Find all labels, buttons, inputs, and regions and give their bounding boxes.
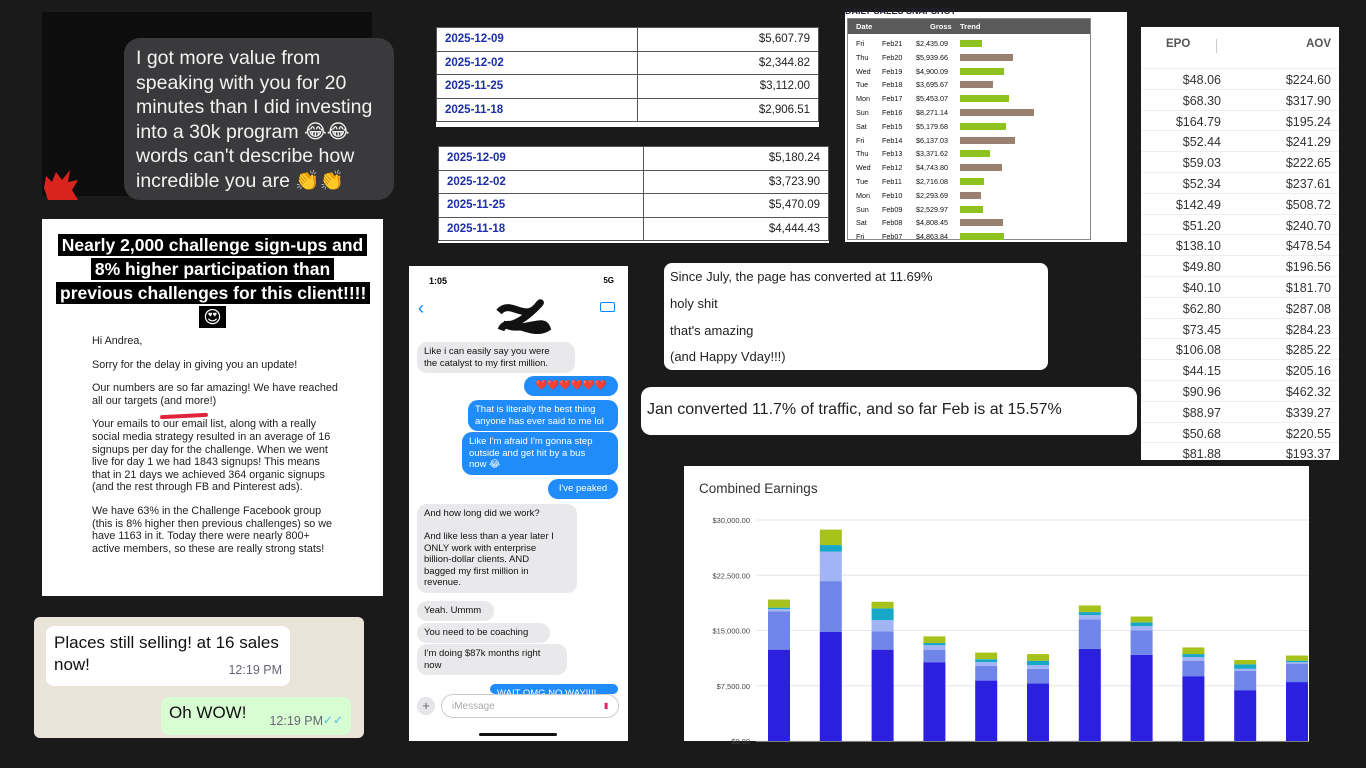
bar-segment bbox=[1286, 656, 1308, 661]
table-row bbox=[1141, 401, 1339, 422]
bar-segment bbox=[1182, 657, 1204, 661]
table-row bbox=[1141, 255, 1339, 276]
bar-segment bbox=[923, 650, 945, 663]
epo-value: $40.10 bbox=[1182, 281, 1221, 295]
daily-sales-row bbox=[848, 188, 1090, 202]
trend-bar bbox=[960, 150, 990, 157]
table-row bbox=[1141, 68, 1339, 89]
outgoing-imessage bbox=[490, 684, 618, 699]
daily-sales-row bbox=[848, 133, 1090, 147]
bar-segment bbox=[768, 611, 790, 649]
bar-segment bbox=[1286, 664, 1308, 682]
outgoing-message: Oh WOW! 12:19 PM ✓✓ bbox=[161, 697, 351, 735]
y-tick-label: $30,000.00 bbox=[712, 516, 750, 525]
aov-value: $196.56 bbox=[1285, 260, 1331, 275]
aov-value: $222.65 bbox=[1285, 156, 1331, 171]
row-day: Sat bbox=[856, 218, 867, 228]
bar-segment bbox=[975, 681, 997, 741]
devil-emoji-icon bbox=[42, 162, 82, 202]
incoming-imessage bbox=[417, 623, 550, 643]
bar-segment bbox=[1131, 655, 1153, 741]
bar-segment bbox=[820, 632, 842, 741]
row-gross: $4,808.45 bbox=[916, 218, 948, 228]
message-line: Like I'm afraid I'm gonna step bbox=[469, 436, 593, 447]
incoming-imessage bbox=[417, 644, 567, 675]
table-row bbox=[1141, 172, 1339, 193]
trend-bar bbox=[960, 178, 984, 185]
message-line: ❤️❤️❤️❤️❤️❤️ bbox=[535, 380, 607, 391]
aov-value: $240.70 bbox=[1285, 218, 1331, 233]
table-row bbox=[1141, 422, 1339, 443]
chart-title: Combined Earnings bbox=[699, 481, 818, 496]
email-body bbox=[92, 335, 377, 566]
epo-value: $90.96 bbox=[1182, 385, 1221, 399]
bar-segment bbox=[1027, 654, 1049, 661]
message-line: That is literally the best thing bbox=[475, 404, 596, 415]
row-date: Feb19 bbox=[882, 66, 903, 76]
incoming-imessage bbox=[417, 504, 577, 593]
bar-segment bbox=[768, 609, 790, 611]
epo-value: $50.68 bbox=[1182, 426, 1221, 441]
daily-sales-row bbox=[848, 105, 1090, 119]
bar-segment bbox=[872, 602, 894, 609]
aov-value: $284.23 bbox=[1285, 322, 1331, 337]
row-day: Wed bbox=[856, 66, 871, 76]
trend-bar bbox=[960, 192, 981, 199]
daily-sales-row bbox=[848, 119, 1090, 133]
trend-bar bbox=[960, 81, 993, 88]
row-day: Wed bbox=[856, 163, 871, 173]
daily-sales-header: Date Gross Trend bbox=[848, 19, 1090, 34]
epo-value: $68.30 bbox=[1182, 93, 1221, 108]
incoming-imessage bbox=[417, 601, 494, 621]
epo-header: EPO bbox=[1166, 38, 1191, 50]
epo-value: $52.34 bbox=[1182, 177, 1221, 191]
trend-bar bbox=[960, 68, 1004, 75]
bar-segment bbox=[820, 552, 842, 581]
email-paragraph: Your emails to our email list, along with a really social media strategy resulted in an average of 16 signups per day for the challenge. When we went live for day 1 we had 1843 signups! This means that in 21 days we achieved 364 organic signups (and the rest through FB and Pinterest ads). bbox=[92, 418, 331, 494]
bubble-line: minutes than I did investing bbox=[136, 96, 373, 118]
bar-segment bbox=[1182, 647, 1204, 654]
bar-segment bbox=[975, 662, 997, 666]
aov-value: $462.32 bbox=[1285, 385, 1331, 399]
table-row bbox=[1141, 380, 1339, 401]
epo-value: $88.97 bbox=[1182, 405, 1221, 420]
message-line: Yeah. Ummm bbox=[424, 605, 482, 616]
y-tick-label: $15,000.00 bbox=[712, 626, 750, 636]
read-ticks-icon: ✓✓ bbox=[322, 713, 343, 727]
message-line: outside and get hit by a bus bbox=[469, 447, 586, 459]
bar-segment bbox=[820, 545, 842, 552]
email-greeting: Hi Andrea, bbox=[92, 335, 143, 347]
row-day: Mon bbox=[856, 94, 870, 104]
bar-segment bbox=[872, 650, 894, 741]
epo-value: $138.10 bbox=[1175, 239, 1221, 254]
aov-value: $287.08 bbox=[1285, 301, 1331, 316]
row-day: Fri bbox=[856, 135, 865, 145]
table-row: 2025-11-25 $3,112.00 bbox=[437, 75, 819, 99]
chart-svg bbox=[684, 466, 1309, 746]
message-line: billion-dollar clients. AND bbox=[424, 554, 530, 565]
message-line: now bbox=[424, 659, 442, 671]
y-tick-label: $22,500.00 bbox=[712, 571, 750, 581]
status-time: 1:05 bbox=[429, 276, 448, 286]
row-gross: $3,371.62 bbox=[916, 149, 948, 159]
epo-value: $62.80 bbox=[1182, 301, 1221, 316]
row-gross: $4,863.84 bbox=[916, 232, 948, 242]
aov-value: $193.37 bbox=[1285, 447, 1331, 462]
table-row bbox=[1141, 318, 1339, 339]
daily-sales-row bbox=[848, 50, 1090, 64]
bar-segment bbox=[975, 659, 997, 662]
table-row bbox=[1141, 276, 1339, 297]
epo-value: $44.15 bbox=[1182, 364, 1221, 379]
message-line: bagged my first million in bbox=[424, 565, 529, 577]
row-gross: $6,137.03 bbox=[916, 135, 948, 145]
message-line: revenue. bbox=[424, 577, 461, 588]
incoming-imessage bbox=[417, 342, 575, 373]
email-paragraph: Our numbers are so far amazing! We have reached all our targets (and more!) bbox=[92, 382, 338, 407]
daily-sales-row bbox=[848, 36, 1090, 50]
email-headline: Nearly 2,000 challenge sign-ups and 8% higher participation than previous challenges for this client!!!! 😍 bbox=[56, 233, 369, 329]
table-row: 2025-11-18 $4,444.43 bbox=[439, 217, 829, 241]
aov-value: $241.29 bbox=[1285, 135, 1331, 150]
daily-sales-row bbox=[848, 91, 1090, 105]
table-row bbox=[1141, 89, 1339, 110]
bar-segment bbox=[1286, 661, 1308, 662]
sales-table-2 bbox=[438, 146, 829, 243]
row-date: Feb12 bbox=[882, 163, 903, 173]
table-row: 2025-12-02 $3,723.90 bbox=[439, 170, 829, 194]
chat-line: that's amazing bbox=[670, 322, 754, 338]
table-row bbox=[1141, 193, 1339, 214]
bar-segment bbox=[923, 662, 945, 741]
bar-segment bbox=[1079, 612, 1101, 615]
y-tick-label: $7,500.00 bbox=[716, 681, 750, 691]
row-day: Sun bbox=[856, 108, 869, 117]
row-gross: $3,695.67 bbox=[916, 80, 948, 90]
daily-sales-table bbox=[847, 18, 1091, 240]
row-gross: $8,271.14 bbox=[916, 108, 948, 117]
chat-line: (and Happy Vday!!!) bbox=[670, 349, 786, 365]
row-date: Feb14 bbox=[882, 135, 903, 145]
daily-sales-row bbox=[848, 202, 1090, 216]
bar-segment bbox=[820, 581, 842, 632]
table-row: 2025-11-18 $2,906.51 bbox=[437, 98, 819, 122]
header-divider bbox=[1216, 39, 1217, 53]
bar-segment bbox=[1234, 664, 1256, 668]
row-gross: $2,435.09 bbox=[916, 39, 948, 48]
bubble-line: speaking with you for 20 bbox=[136, 71, 347, 94]
bar-segment bbox=[768, 650, 790, 741]
audio-icon[interactable]: ▮ bbox=[604, 701, 609, 710]
outgoing-imessage bbox=[548, 479, 618, 499]
table-row bbox=[1141, 110, 1339, 131]
bubble-line: incredible you are 👏👏 bbox=[136, 169, 344, 192]
aov-value: $205.16 bbox=[1285, 364, 1331, 379]
bar-segment bbox=[1182, 676, 1204, 741]
row-day: Thu bbox=[856, 52, 869, 62]
imessage-screenshot bbox=[409, 266, 628, 741]
testimonial-bubble bbox=[124, 38, 394, 200]
table-row: 2025-12-09 $5,607.79 bbox=[437, 28, 819, 52]
row-gross: $4,743.80 bbox=[916, 163, 948, 173]
bar-segment bbox=[1079, 649, 1101, 741]
row-gross: $2,293.69 bbox=[916, 190, 948, 200]
row-date: Feb08 bbox=[882, 218, 903, 228]
row-day: Mon bbox=[856, 190, 870, 200]
bar-segment bbox=[923, 645, 945, 649]
bar-segment bbox=[1079, 619, 1101, 648]
row-gross: $5,453.07 bbox=[916, 94, 948, 104]
bar-segment bbox=[1234, 660, 1256, 664]
trend-bar bbox=[960, 219, 1003, 226]
row-date: Feb20 bbox=[882, 52, 903, 62]
email-paragraph: We have 63% in the Challenge Facebook group (this is 8% higher then previous challenges) so we have 1163 in it. Today there were nearly 800+ active members, so these are really strong stats! bbox=[92, 504, 333, 555]
message-line: I'm doing $87k months right bbox=[424, 648, 541, 659]
daily-sales-row bbox=[848, 64, 1090, 78]
whatsapp-chat bbox=[34, 617, 364, 738]
row-date: Feb07 bbox=[882, 232, 903, 242]
row-gross: $4,900.09 bbox=[916, 66, 948, 76]
bar-segment bbox=[1131, 617, 1153, 623]
row-gross: $2,716.08 bbox=[916, 177, 948, 186]
epo-aov-table bbox=[1141, 27, 1339, 460]
back-chevron-icon[interactable]: ‹ bbox=[418, 298, 424, 318]
outgoing-imessage bbox=[468, 400, 618, 431]
row-day: Fri bbox=[856, 232, 865, 242]
bar-segment bbox=[1079, 605, 1101, 612]
daily-sales-row bbox=[848, 229, 1090, 243]
message-line bbox=[424, 520, 570, 532]
message-input-bar bbox=[417, 694, 620, 718]
row-date: Feb21 bbox=[882, 39, 903, 48]
sales-table-1 bbox=[436, 27, 819, 127]
message-line: anyone has ever said to me lol bbox=[475, 415, 604, 427]
epo-value: $142.49 bbox=[1175, 197, 1221, 212]
bar-segment bbox=[872, 631, 894, 649]
table-row bbox=[1141, 359, 1339, 380]
epo-value: $106.08 bbox=[1175, 343, 1221, 358]
trend-bar bbox=[960, 40, 982, 47]
table-row bbox=[1141, 234, 1339, 255]
table-row bbox=[1141, 442, 1339, 463]
signal-indicator: 5G bbox=[603, 276, 614, 285]
daily-sales-row bbox=[848, 160, 1090, 174]
aov-value: $224.60 bbox=[1285, 73, 1331, 87]
chat-line: Since July, the page has converted at 11.69% bbox=[670, 269, 933, 284]
aov-value: $220.55 bbox=[1285, 426, 1331, 441]
row-day: Tue bbox=[856, 177, 869, 186]
aov-value: $317.90 bbox=[1285, 93, 1331, 108]
bubble-line: into a 30k program 😂😂 bbox=[136, 120, 350, 143]
bar-segment bbox=[1131, 622, 1153, 626]
trend-bar bbox=[960, 109, 1034, 116]
row-date: Feb13 bbox=[882, 149, 903, 159]
bar-segment bbox=[1182, 654, 1204, 657]
message-line: Like i can easily say you were bbox=[424, 346, 550, 357]
bar-segment bbox=[1027, 661, 1049, 665]
bar-segment bbox=[1027, 665, 1049, 669]
bar-segment bbox=[923, 643, 945, 645]
row-day: Fri bbox=[856, 39, 865, 48]
table-row bbox=[1141, 214, 1339, 235]
row-date: Feb17 bbox=[882, 94, 903, 104]
trend-bar bbox=[960, 123, 1006, 130]
row-day: Tue bbox=[856, 80, 869, 90]
bar-segment bbox=[1234, 669, 1256, 671]
row-day: Thu bbox=[856, 149, 869, 159]
epo-value: $164.79 bbox=[1175, 114, 1221, 129]
message-time: 12:19 PM bbox=[228, 663, 282, 677]
combined-earnings-chart bbox=[684, 466, 1309, 746]
aov-value: $285.22 bbox=[1285, 343, 1331, 358]
row-day: Sun bbox=[856, 204, 869, 214]
aov-value: $181.70 bbox=[1285, 281, 1331, 295]
row-date: Feb09 bbox=[882, 204, 903, 214]
trend-bar bbox=[960, 137, 1015, 144]
daily-sales-snapshot bbox=[845, 6, 1127, 242]
testimonial-bubble-panel bbox=[42, 12, 372, 196]
row-gross: $5,179.68 bbox=[916, 121, 948, 131]
row-date: Feb16 bbox=[882, 108, 903, 117]
trend-bar bbox=[960, 95, 1009, 102]
daily-sales-row bbox=[848, 77, 1090, 91]
bar-segment bbox=[1079, 615, 1101, 619]
email-screenshot bbox=[42, 219, 383, 596]
row-date: Feb11 bbox=[882, 177, 902, 186]
chat-line: holy shit bbox=[670, 295, 718, 311]
plus-icon[interactable]: + bbox=[417, 697, 435, 715]
epo-value: $52.44 bbox=[1182, 135, 1221, 150]
table-row bbox=[1141, 297, 1339, 318]
home-indicator bbox=[479, 733, 557, 736]
message-line: You need to be coaching bbox=[424, 627, 529, 638]
status-bar bbox=[409, 266, 628, 294]
row-gross: $2,529.97 bbox=[916, 204, 948, 214]
table-row: 2025-12-09 $5,180.24 bbox=[439, 147, 829, 171]
epo-value: $73.45 bbox=[1182, 322, 1221, 337]
epo-value: $51.20 bbox=[1182, 218, 1221, 233]
trend-bar bbox=[960, 206, 983, 213]
daily-sales-title: DAILY SALES SNAPSHOT bbox=[845, 6, 957, 16]
row-date: Feb10 bbox=[882, 190, 903, 200]
bar-segment bbox=[820, 530, 842, 545]
row-gross: $5,939.66 bbox=[916, 52, 948, 62]
redacted-contact-scribble bbox=[495, 294, 551, 338]
epo-value: $59.03 bbox=[1182, 156, 1221, 171]
message-time: 12:19 PM bbox=[269, 714, 323, 728]
trend-bar bbox=[960, 54, 1013, 61]
outgoing-imessage bbox=[462, 432, 618, 475]
message-line: I've peaked bbox=[558, 483, 608, 494]
conversion-chat-messages bbox=[664, 263, 1048, 370]
bar-segment bbox=[975, 666, 997, 681]
bar-segment bbox=[1131, 626, 1153, 630]
epo-value: $81.88 bbox=[1182, 447, 1221, 462]
email-paragraph: Sorry for the delay in giving you an update! bbox=[92, 358, 298, 371]
daily-sales-row bbox=[848, 146, 1090, 160]
epo-value: $48.06 bbox=[1182, 73, 1221, 87]
bar-segment bbox=[872, 608, 894, 620]
message-line: WAIT OMG NO WAY!!!! bbox=[497, 688, 597, 699]
bar-segment bbox=[975, 653, 997, 660]
row-date: Feb15 bbox=[882, 121, 903, 131]
table-row bbox=[1141, 338, 1339, 359]
message-line: now 😂 bbox=[469, 459, 501, 470]
table-row: 2025-12-02 $2,344.82 bbox=[437, 51, 819, 75]
row-date: Feb18 bbox=[882, 80, 903, 90]
aov-value: $237.61 bbox=[1285, 177, 1331, 191]
bar-segment bbox=[1027, 669, 1049, 684]
bar-segment bbox=[923, 636, 945, 643]
message-line: the catalyst to my first million. bbox=[424, 357, 549, 369]
bar-segment bbox=[1027, 684, 1049, 741]
incoming-message: Places still selling! at 16 sales now! 12:19 PM bbox=[46, 626, 290, 686]
bar-segment bbox=[1286, 662, 1308, 663]
bar-segment bbox=[1182, 661, 1204, 676]
bar-segment bbox=[1234, 690, 1256, 741]
bar-segment bbox=[1234, 671, 1256, 690]
daily-sales-row bbox=[848, 215, 1090, 229]
bar-segment bbox=[872, 620, 894, 631]
bar-segment bbox=[768, 600, 790, 608]
trend-bar bbox=[960, 233, 1004, 240]
bubble-line: words can't describe how bbox=[136, 145, 355, 167]
message-line: And like less than a year later I bbox=[424, 531, 554, 542]
bubble-line: I got more value from bbox=[136, 47, 321, 69]
bar-segment bbox=[768, 608, 790, 609]
epo-value: $49.80 bbox=[1182, 260, 1221, 275]
aov-value: $339.27 bbox=[1285, 405, 1331, 420]
message-line: And how long did we work? bbox=[424, 508, 540, 519]
table-row bbox=[1141, 130, 1339, 151]
y-tick-label: $0.00 bbox=[731, 737, 750, 746]
table-row bbox=[1141, 151, 1339, 172]
aov-value: $508.72 bbox=[1285, 197, 1331, 212]
table-row: 2025-11-25 $5,470.09 bbox=[439, 194, 829, 218]
conversion-chat-message: Jan converted 11.7% of traffic, and so far Feb is at 15.57% bbox=[641, 387, 1137, 435]
video-call-icon[interactable] bbox=[600, 302, 615, 312]
trend-bar bbox=[960, 164, 1002, 171]
message-line: ONLY work with enterprise bbox=[424, 542, 537, 554]
bar-segment bbox=[1286, 682, 1308, 741]
row-day: Sat bbox=[856, 121, 867, 131]
aov-header: AOV bbox=[1306, 38, 1331, 50]
bar-segment bbox=[1131, 631, 1153, 655]
outgoing-imessage bbox=[524, 376, 618, 396]
aov-value: $478.54 bbox=[1285, 239, 1331, 254]
imessage-input[interactable]: iMessage bbox=[441, 694, 619, 718]
daily-sales-row bbox=[848, 174, 1090, 188]
aov-value: $195.24 bbox=[1285, 114, 1331, 129]
